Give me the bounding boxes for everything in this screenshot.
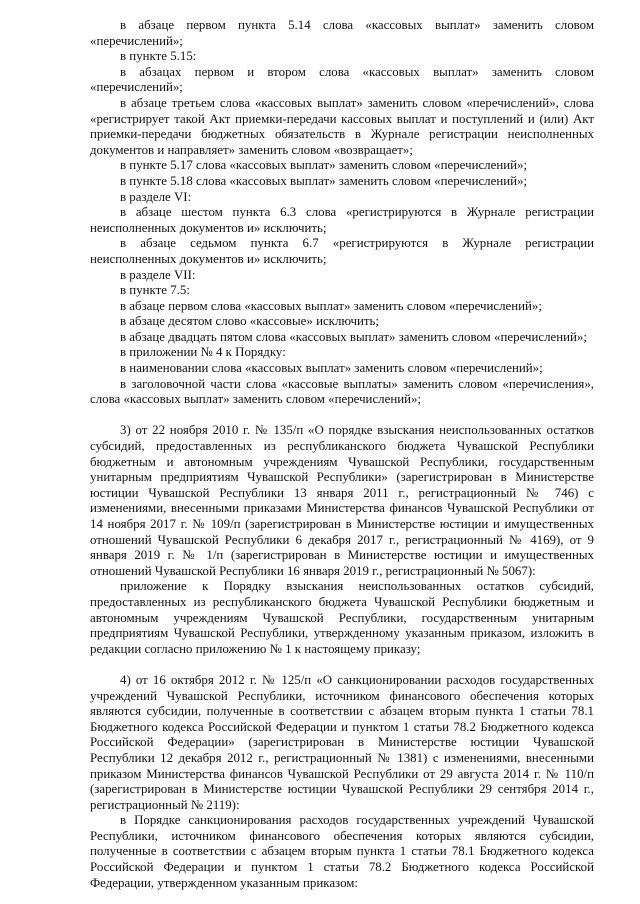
paragraph-7-5-first: в абзаце первом слова «кассовых выплат» заменить словом «перечислений»; <box>120 298 542 313</box>
paragraph-appendix-4-title: в наименовании слова «кассовых выплат» заменить словом «перечислений»; <box>120 361 543 376</box>
paragraph-5-17: в пункте 5.17 слова «кассовых выплат» заменить словом «перечислений»; <box>120 158 528 173</box>
paragraph-item-4: 4) от 16 октября 2012 г. № 125/п «О санкционировании расходов государственных учреждений Чувашской Республики, источником финансового обеспечения которых являются субсидии, полученные в соответствии с абзацем вторым пункта 1 статьи 78.1 Бюджетного кодекса Российской Федерации и пунктом 1 статьи 78.2 Бюджетного кодекса Российской Федерации» (зарегистрирован в Министерстве юстиции Чувашской Республики 12 декабря 2012 г., регистрационный № 1381) с изменениями, внесенными приказом Министерства финансов Чувашской Республики от 29 августа 2014 г. № 110/п (зарегистрирован в Министерстве юстиции Чувашской Республики 29 сентября 2014 г., регистрационный № 2119): <box>90 672 594 812</box>
paragraph-spacer <box>90 657 594 673</box>
paragraph-6-7: в абзаце седьмом пункта 6.7 «регистрируются в Журнале регистрации неисполненных документов и» исключить; <box>90 236 594 266</box>
paragraph-5-15-third: в абзаце третьем слова «кассовых выплат» заменить словом «перечислений», слова «регистрирует такой Акт приемки-передачи кассовых выплат и поступлений и (или) Акт приемки-передачи бюджетных обязательств в Журнале регистрации неисполненных документов и направляет» заменить словом «возвращает»; <box>90 95 594 157</box>
paragraph-7-5-tenth: в абзаце десятом слово «кассовые» исключить; <box>120 314 379 329</box>
paragraph-5-15-first-second: в абзацах первом и втором слова «кассовых выплат» заменить словом «перечислений»; <box>90 64 594 95</box>
paragraph-item-4-procedure: в Порядке санкционирования расходов государственных учреждений Чувашской Республики, источником финансового обеспечения которых являются субсидии, полученные в соответствии с абзацем вторым пункта 1 статьи 78.1 Бюджетного кодекса Российской Федерации и пунктом 1 статьи 78.2 Бюджетного кодекса Российской Федерации, утвержденном указанным приказом: <box>90 813 594 890</box>
paragraph-7-5: в пункте 7.5: <box>120 283 190 298</box>
paragraph-item-3-appendix: приложение к Порядку взыскания неиспользованных остатков субсидий, предоставленных из республиканского бюджета Чувашской Республики бюджетным и автономным учреждениям Чувашской Республики, государственным унитарным предприятиям Чувашской Республики, утвержденному указанным приказом, изложить в редакции согласно приложению № 1 к настоящему приказу; <box>90 579 594 656</box>
paragraph-7-5-twenty-fifth: в абзаце двадцать пятом слова «кассовых выплат» заменить словом «перечислений»; <box>120 329 587 344</box>
paragraph-5-14: в абзаце первом пункта 5.14 слова «кассовых выплат» заменить словом «перечислений»; <box>90 18 594 48</box>
paragraph-5-18: в пункте 5.18 слова «кассовых выплат» заменить словом «перечислений»; <box>120 173 528 188</box>
paragraph-section-vii: в разделе VII: <box>120 267 196 282</box>
paragraph-spacer <box>90 408 594 424</box>
paragraph-5-15-heading: в пункте 5.15: <box>120 49 197 64</box>
paragraph-6-3: в абзаце шестом пункта 6.3 слова «регистрируются в Журнале регистрации неисполненных документов и» исключить; <box>90 205 594 235</box>
paragraph-appendix-4: в приложении № 4 к Порядку: <box>120 345 286 360</box>
paragraph-item-3: 3) от 22 ноября 2010 г. № 135/п «О порядке взыскания неиспользованных остатков субсидий, предоставленных из республиканского бюджета Чувашской Республики бюджетным и автономным учреждениям Чувашской Республики, государственным унитарным предприятиям Чувашской Республики» (зарегистрирован в Министерстве юстиции Чувашской Республики 13 января 2011 г., регистрационный № 746) с изменениями, внесенными приказами Министерства финансов Чувашской Республики от 14 ноября 2017 г. № 109/п (зарегистрирован в Министерстве юстиции и имущественных отношений Чувашской Республики 6 декабря 2017 г., регистрационный № 4169), от 9 января 2019 г. № 1/п (зарегистрирован в Министерстве юстиции и имущественных отношений Чувашской Республики 16 января 2019 г., регистрационный № 5067): <box>90 423 594 578</box>
document-page <box>90 18 594 891</box>
paragraph-section-vi: в разделе VI: <box>120 189 192 204</box>
paragraph-appendix-4-header: в заголовочной части слова «кассовые выплаты» заменить словом «перечисления», слова «кассовых выплат» заменить словом «перечислений»; <box>90 376 594 407</box>
